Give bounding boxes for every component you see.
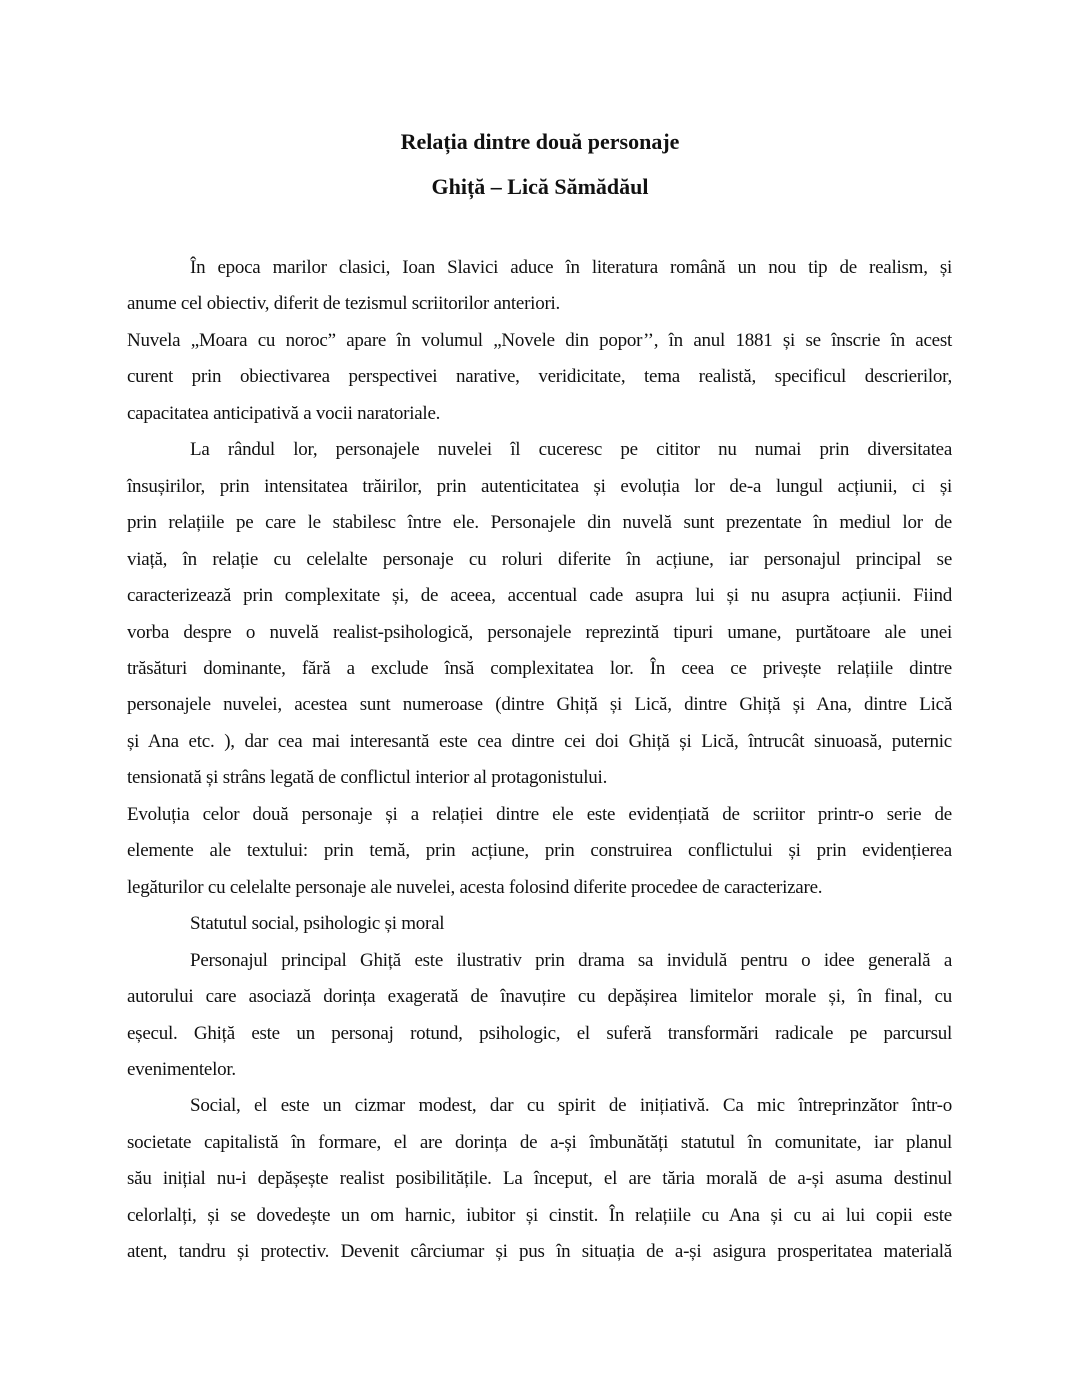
text-line: curent prin obiectivarea perspectivei narative, veridicitate, tema realistă, specificul descrierilor,: [127, 366, 952, 388]
text-line: Social, el este un cizmar modest, dar cu spirit de inițiativă. Ca mic întreprinzător într-o: [190, 1095, 952, 1117]
text-line: eșecul. Ghiță este un personaj rotund, psihologic, el suferă transformări radicale pe parcursul: [127, 1022, 952, 1044]
paragraph: [127, 906, 952, 942]
text-line: capacitatea anticipativă a vocii naratoriale.: [127, 402, 441, 424]
text-line: Statutul social, psihologic și moral: [190, 913, 445, 935]
text-line: societate capitalistă în formare, el are dorința de a-și îmbunătăți statutul în comunitate, iar planul: [127, 1131, 952, 1153]
text-line: elemente ale textului: prin temă, prin acțiune, prin construirea conflictului și prin evidențierea: [127, 840, 952, 862]
text-line: În epoca marilor clasici, Ioan Slavici aduce în literatura română un nou tip de realism, și: [190, 257, 952, 278]
text-line: tensionată și strâns legată de conflictul interior al protagonistului.: [127, 767, 608, 789]
text-line: viață, în relație cu celelalte personaje cu roluri diferite în acțiune, iar personajul principal se: [127, 548, 952, 570]
paragraph: [127, 797, 952, 906]
document-subtitle: Ghiță – Lică Sămădăul: [431, 174, 649, 199]
text-line: La rândul lor, personajele nuvelei îl cuceresc pe cititor nu numai prin diversitatea: [190, 439, 952, 461]
text-line: și Ana etc. ), dar cea mai interesantă este cea dintre cei doi Ghiță și Lică, întrucât sinuoasă, puternic: [127, 730, 952, 752]
paragraph: [127, 432, 952, 797]
text-line: Evoluția celor două personaje și a relației dintre ele este evidențiată de scriitor printr-o serie de: [127, 803, 952, 825]
text-line: caracterizează prin complexitate și, de aceea, accentual cade asupra lui și nu asupra acțiunii. Fiind: [127, 585, 952, 607]
text-line: evenimentelor.: [127, 1058, 236, 1080]
text-line: trăsături dominante, fără a exclude însă complexitatea lor. În ceea ce privește relațiile dintre: [127, 657, 952, 679]
text-line: vorba despre o nuvelă realist-psihologică, personajele reprezintă tipuri umane, purtătoare ale unei: [127, 621, 952, 643]
paragraph: [127, 1088, 952, 1270]
document-title: Relația dintre două personaje: [400, 129, 680, 154]
paragraph: [127, 250, 952, 323]
paragraph: [127, 943, 952, 1089]
text-line: însușirilor, prin intensitatea trăirilor, prin autenticitatea și evoluția lor de-a lungul acțiunii, ci și: [127, 475, 952, 497]
text-line: celorlalți, și se dovedește un om harnic, iubitor și cinstit. În relațiile cu Ana și cu ai lui copii este: [127, 1204, 952, 1226]
text-line: legăturilor cu celelalte personaje ale nuvelei, acesta folosind diferite procedee de caracterizare.: [127, 876, 823, 898]
document-body: [127, 250, 952, 1271]
text-line: personajele nuvelei, acestea sunt numeroase (dintre Ghiță și Lică, dintre Ghiță și Ana, dintre Lică: [127, 694, 952, 716]
text-line: atent, tandru și protectiv. Devenit cârciumar și pus în situația de a-și asigura prosperitatea materială: [127, 1241, 952, 1263]
text-line: autorului care asociază dorința exagerată de înavuțire cu depășirea limitelor morale și, în final, cu: [127, 986, 952, 1008]
text-line: prin relațiile pe care le stabilesc între ele. Personajele din nuvelă sunt prezentate în mediul lor de: [127, 512, 952, 534]
text-line: Personajul principal Ghiță este ilustrativ prin drama sa invidulă pentru o idee generală a: [190, 949, 952, 971]
text-line: anume cel obiectiv, diferit de tezismul scriitorilor anteriori.: [127, 293, 561, 315]
text-line: său inițial nu-i depășește realist posibilitățile. La început, el are tăria morală de a-și asuma destinul: [127, 1168, 952, 1190]
paragraph: [127, 323, 952, 432]
text-line: Nuvela „Moara cu noroc” apare în volumul „Novele din popor’’, în anul 1881 și se înscrie în acest: [127, 329, 952, 351]
